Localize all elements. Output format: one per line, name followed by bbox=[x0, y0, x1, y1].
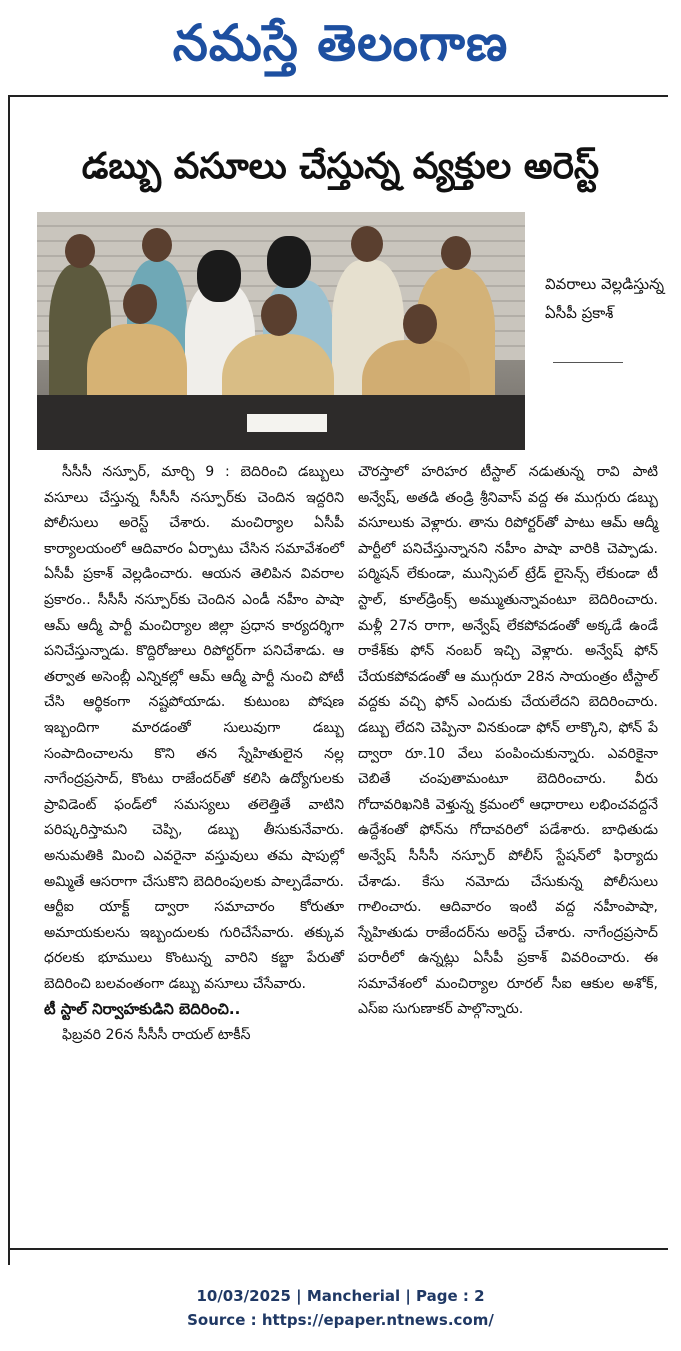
photo-head bbox=[261, 294, 297, 336]
photo-hooded-head bbox=[267, 236, 311, 288]
footer-date-edition: 10/03/2025 | Mancherial | Page : 2 bbox=[196, 1287, 485, 1305]
photo-head bbox=[65, 234, 95, 268]
article-paragraph: ఫిబ్రవరి 26న సీసీసీ రాయల్ టాకీస్ bbox=[62, 1027, 251, 1044]
article-subheading: టీ స్టాల్ నిర్వాహకుడిని బెదిరించి.. bbox=[44, 1000, 241, 1019]
article-column-right bbox=[358, 460, 658, 1023]
photo-paper bbox=[247, 414, 327, 432]
photo-head bbox=[403, 304, 437, 344]
photo-head bbox=[123, 284, 157, 324]
article-headline: డబ్బు వసూలు చేస్తున్న వ్యక్తుల అరెస్ట్ bbox=[81, 146, 600, 187]
news-photo bbox=[37, 212, 525, 450]
newspaper-title: నమస్తే తెలంగాణ bbox=[172, 13, 509, 72]
top-rule bbox=[8, 95, 668, 97]
photo-head bbox=[142, 228, 172, 262]
photo-head bbox=[351, 226, 383, 262]
photo-caption: వివరాలు వెల్లడిస్తున్న ఏసీపీ ప్రకాశ్ bbox=[545, 275, 665, 322]
article-column-left bbox=[44, 460, 344, 1049]
photo-hooded-head bbox=[197, 250, 241, 302]
left-rule bbox=[8, 95, 10, 1265]
article-paragraph: సీసీసీ నస్పూర్, మార్చి 9 : బెదిరించి డబ్బులు వసూలు చేస్తున్న సీసీసీ నస్పూర్‌కు చెందిన ఇద్దరిని పోలీసులు అరెస్ట్ చేశారు. మంచిర్యాల ఏసీపీ కార్యాలయంలో ఆదివారం ఏర్పాటు చేసిన సమావేశంలో ఏసీపీ ప్రకాశ్ వెల్లడించారు. ఆయన తెలిపిన వివరాల ప్రకారం.. సీసీసీ నస్పూర్‌కు చెందిన ఎండీ నహీం పాషా ఆమ్ ఆద్మీ పార్టీ మంచిర్యాల జిల్లా ప్రధాన కార్యదర్శిగా పనిచేస్తున్నాడు. కొద్దిరోజులు రిపోర్టర్‌గా పనిచేశాడు. ఆ తర్వాత అసెంబ్లీ ఎన్నికల్లో ఆమ్ ఆద్మీ పార్టీ నుంచి పోటీ చేసి ఆర్థికంగా నష్టపోయాడు. కుటుంబ పోషణ ఇబ్బందిగా మారడంతో సులువుగా డబ్బు సంపాదించాలను కొని తన స్నేహితులైన నల్ల నాగేంద్రప్రసాద్, కొంటు రాజేందర్‌తో కలిసి ఉద్యోగులకు ప్రావిడెంట్ ఫండ్‌లో సమస్యలు తలెత్తితే వాటిని పరిష్కరిస్తామని చెప్పి, డబ్బు తీసుకునేవారు. అనుమతికి మించి ఎవరైనా వస్తువులు తమ షాపుల్లో అమ్మితే ఆసరాగా చేసుకొని బెదిరింపులకు పాల్పడేవారు. ఆర్టీఐ యాక్ట్ ద్వారా సమాచారం కోరుతూ అమాయకులను ఇబ్బందులకు గురిచేసేవారు. తక్కువ ధరలకు భూములు కొంటున్న వారిని కబ్జా పేరుతో బెదిరించి బలవంతంగా డబ్బు వసూలు చేసేవారు. bbox=[44, 464, 344, 992]
article-paragraph: చౌరస్తాలో హరిహర టీస్టాల్ నడుతున్న రావి పాటి అన్వేష్, అతడి తండ్రి శ్రీనివాస్ వద్ద ఈ ముగ్గురు డబ్బు వసూలుకు వెళ్లారు. తాను రిపోర్టర్‌తో పాటు ఆమ్ ఆద్మీ పార్టీలో పనిచేస్తున్నానని నహీం పాషా వారికి చెప్పాడు. పర్మిషన్ లేకుండా, మున్సిపల్ ట్రేడ్ లైసెన్స్ లేకుండా టీ స్టాల్, కూల్‌డ్రింక్స్ అమ్ముతున్నావంటూ బెదిరించారు. మళ్లీ 27న రాగా, అన్వేష్ లేకపోవడంతో అక్కడే ఉండే రాకేశ్‌కు ఫోన్ నంబర్ ఇచ్చి వెళ్లారు. అన్వేష్ ఫోన్ చేయకపోవడంతో ఆ ముగ్గురూ 28న సాయంత్రం టీస్టాల్ వద్దకు వచ్చి ఫోన్ ఎందుకు చేయలేదని బెదిరించారు. డబ్బు లేదని చెప్పినా వినకుండా ఫోన్ లాక్కొని, ఫోన్ పే ద్వారా రూ.10 వేలు పంపించుకున్నారు. ఎవరికైనా చెబితే చంపుతామంటూ బెదిరించారు. వీరు గోదావరిఖనికి వెళ్తున్న క్రమంలో ఆధారాలు లభించవద్దనే ఉద్దేశంతో ఫోన్‌ను గోదావరిలో పడేశారు. బాధితుడు అన్వేష్ సీసీసీ నస్పూర్ పోలీస్ స్టేషన్‌లో ఫిర్యాదు చేశాడు. కేసు నమోదు చేసుకున్న పోలీసులు గాలించారు. ఆదివారం ఇంటి వద్ద నహీంపాషా, స్నేహితుడు రాజేందర్‌ను అరెస్ట్ చేశారు. నాగేంద్రప్రసాద్ పరారీలో ఉన్నట్లు ఏసీపీ ప్రకాశ్ వివరించారు. ఈ సమావేశంలో మంచిర్యాల రూరల్ సీఐ ఆకుల అశోక్, ఎస్ఐ సుగుణాకర్ పాల్గొన్నారు. bbox=[358, 464, 658, 1018]
photo-head bbox=[441, 236, 471, 270]
footer-source: Source : https://epaper.ntnews.com/ bbox=[187, 1311, 494, 1329]
masthead bbox=[0, 0, 681, 92]
bottom-rule bbox=[8, 1248, 668, 1250]
caption-underline bbox=[553, 362, 623, 363]
